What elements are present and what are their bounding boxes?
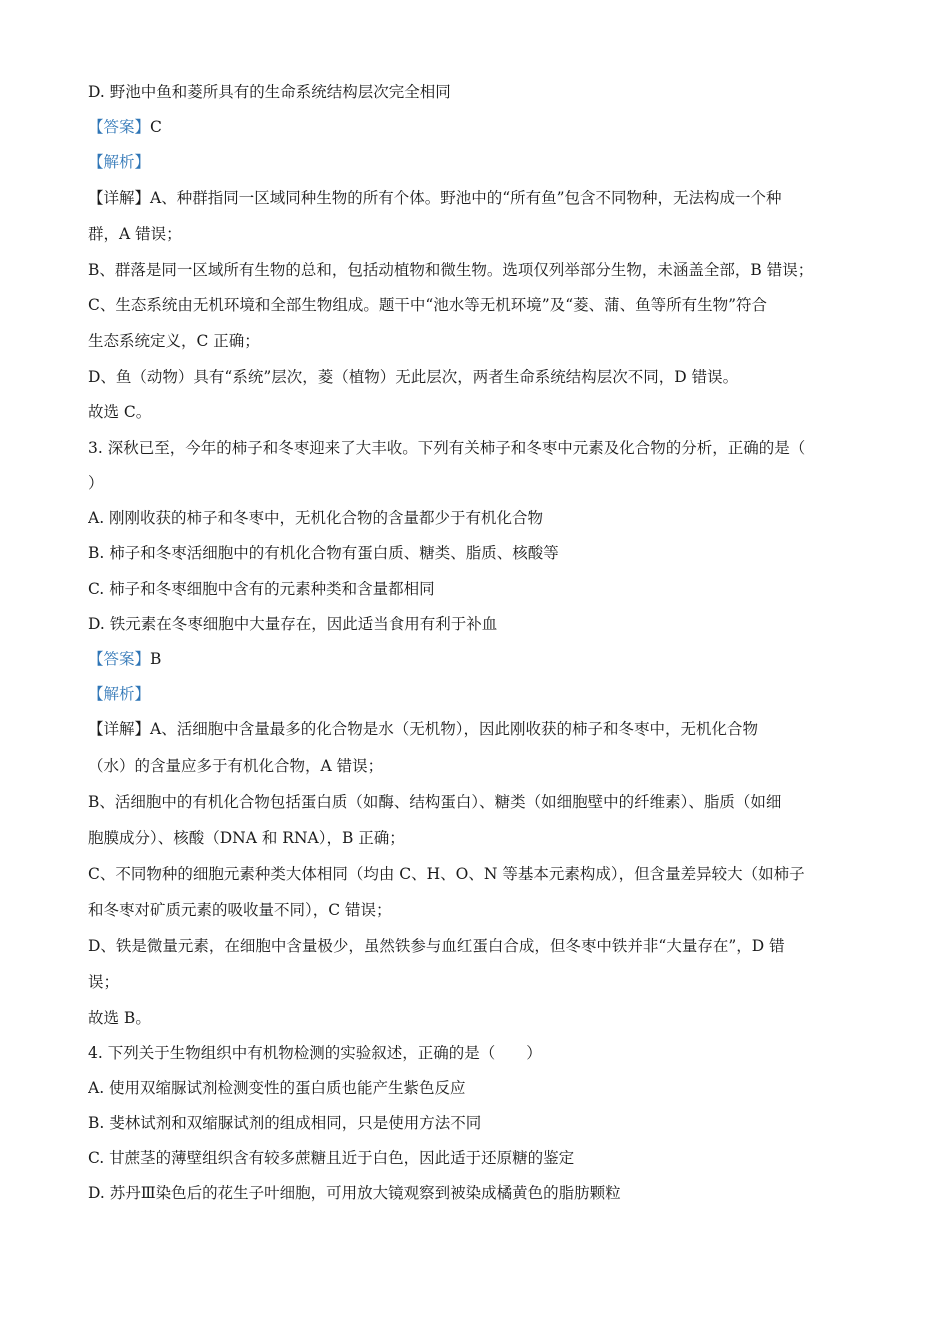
answer-value: B (150, 650, 162, 668)
q3-analysis-heading (88, 683, 858, 705)
q4-stem: 4. 下列关于生物组织中有机物检测的实验叙述，正确的是（ ） (88, 1044, 542, 1062)
q4-option-d: D. 苏丹Ⅲ染色后的花生子叶细胞，可用放大镜观察到被染成橘黄色的脂肪颗粒 (88, 1184, 621, 1202)
q3-option-c: C. 柿子和冬枣细胞中含有的元素种类和含量都相同 (88, 580, 435, 598)
q2-detail-c-line-2: 生态系统定义，C 正确； (88, 332, 260, 350)
q3-detail-d-line-1: D、铁是微量元素，在细胞中含量极少，虽然铁参与血红蛋白合成，但冬枣中铁并非“大量存在”，D 错 (88, 937, 785, 955)
q2-detail-c-line-1: C、生态系统由无机环境和全部生物组成。题干中“池水等无机环境”及“菱、蒲、鱼等所有生物”符合 (88, 296, 768, 314)
q3-detail-a-line-2: （水）的含量应多于有机化合物，A 错误； (88, 757, 384, 775)
q3-detail-b-line-1: B、活细胞中的有机化合物包括蛋白质（如酶、结构蛋白）、糖类（如细胞壁中的纤维素）、脂质（如细 (88, 793, 782, 811)
q3-option-d: D. 铁元素在冬枣细胞中大量存在，因此适当食用有利于补血 (88, 615, 498, 633)
q3-detail-a-line-1 (88, 718, 858, 740)
detail-label: 【详解】 (88, 189, 151, 207)
q4-option-a: A. 使用双缩脲试剂检测变性的蛋白质也能产生紫色反应 (88, 1079, 466, 1097)
q2-conclusion: 故选 C。 (88, 403, 152, 421)
analysis-label: 【解析】 (88, 685, 151, 703)
q3-stem-line-1: 3. 深秋已至，今年的柿子和冬枣迎来了大丰收。下列有关柿子和冬枣中元素及化合物的分析，正确的是（ (88, 439, 806, 457)
q3-detail-c-line-2: 和冬枣对矿质元素的吸收量不同），C 错误； (88, 901, 392, 919)
q3-option-a: A. 刚刚收获的柿子和冬枣中，无机化合物的含量都少于有机化合物 (88, 509, 544, 527)
q3-option-b: B. 柿子和冬枣活细胞中的有机化合物有蛋白质、糖类、脂质、核酸等 (88, 544, 559, 562)
q2-answer (88, 116, 858, 138)
answer-label: 【答案】 (88, 118, 151, 136)
q3-detail-d-line-2: 误； (88, 973, 120, 991)
answer-value: C (150, 118, 162, 136)
answer-label: 【答案】 (88, 650, 151, 668)
q3-detail-b-line-2: 胞膜成分）、核酸（DNA 和 RNA），B 正确； (88, 829, 405, 847)
q2-detail-a-line-2: 群，A 错误； (88, 225, 182, 243)
q3-detail-c-line-1: C、不同物种的细胞元素种类大体相同（均由 C、H、O、N 等基本元素构成），但含量差异较大（如柿子 (88, 865, 805, 883)
q4-option-c: C. 甘蔗茎的薄壁组织含有较多蔗糖且近于白色，因此适于还原糖的鉴定 (88, 1149, 575, 1167)
detail-label: 【详解】 (88, 720, 151, 738)
q2-analysis-heading (88, 151, 858, 173)
q2-detail-b: B、群落是同一区域所有生物的总和，包括动植物和微生物。选项仅列举部分生物，未涵盖全部，B 错误； (88, 261, 814, 279)
analysis-label: 【解析】 (88, 153, 151, 171)
detail-text: A、种群指同一区域同种生物的所有个体。野池中的“所有鱼”包含不同物种，无法构成一个种 (150, 189, 782, 207)
q3-stem-line-2: ） (88, 474, 104, 492)
q3-answer (88, 648, 858, 670)
q2-detail-a-line-1 (88, 187, 858, 209)
detail-text: A、活细胞中含量最多的化合物是水（无机物），因此刚收获的柿子和冬枣中，无机化合物 (150, 720, 758, 738)
q2-detail-d: D、鱼（动物）具有“系统”层次，菱（植物）无此层次，两者生命系统结构层次不同，D 错误。 (88, 368, 739, 386)
q2-option-d: D. 野池中鱼和菱所具有的生命系统结构层次完全相同 (88, 83, 451, 101)
q4-option-b: B. 斐林试剂和双缩脲试剂的组成相同，只是使用方法不同 (88, 1114, 482, 1132)
q3-conclusion: 故选 B。 (88, 1009, 151, 1027)
